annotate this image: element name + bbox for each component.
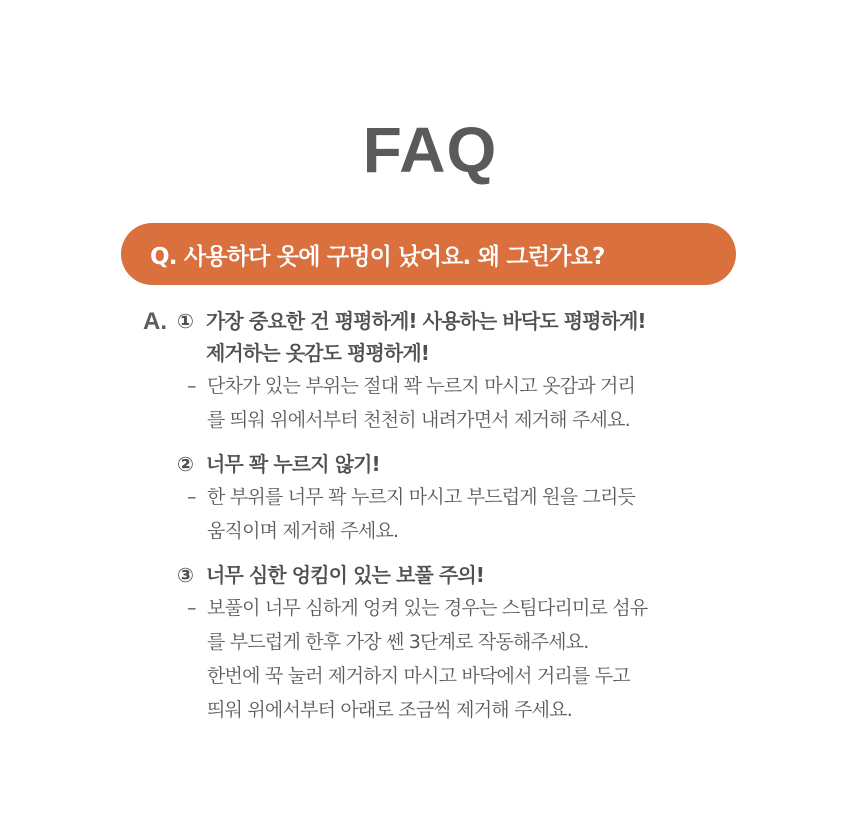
description-line: 띄워 위에서부터 아래로 조금씩 제거해 주세요. [207,699,572,721]
description-line: 단차가 있는 부위는 절대 꽉 누르지 마시고 옷감과 거리 [207,375,636,397]
bullet-dash: – [187,486,197,508]
description-line: 움직이며 제거해 주세요. [207,520,399,542]
item-heading [177,559,737,591]
answer-label: A. [143,308,167,335]
description-line: 를 띄워 위에서부터 천천히 내려가면서 제거해 주세요. [207,409,630,431]
item-heading-line: 너무 심한 엉킴이 있는 보풀 주의! [206,563,484,587]
item-number: ③ [177,563,194,587]
description-line: 한번에 꾹 눌러 제거하지 마시고 바닥에서 거리를 두고 [207,665,630,687]
question-text: Q. 사용하다 옷에 구멍이 났어요. 왜 그런가요? [150,243,605,270]
answer-item-1 [177,305,737,437]
description-line: 를 부드럽게 한후 가장 쎈 3단계로 작동해주세요. [207,631,589,653]
item-heading [177,305,737,337]
question-banner [121,223,736,285]
item-heading-line: 너무 꽉 누르지 않기! [206,452,380,476]
description-line: 보풀이 너무 심하게 엉켜 있는 경우는 스팀다리미로 섬유 [207,597,648,619]
item-number: ① [177,309,194,333]
item-description [177,369,737,437]
bullet-dash: – [187,597,197,619]
answer-item-3 [177,559,737,727]
page-title: FAQ [362,114,498,186]
description-line: 한 부위를 너무 꽉 누르지 마시고 부드럽게 원을 그리듯 [207,486,636,508]
answer-item-2 [177,448,737,548]
bullet-dash: – [187,375,197,397]
item-heading-line: 가장 중요한 건 평평하게! 사용하는 바닥도 평평하게! [206,309,646,333]
item-heading [177,448,737,480]
item-description [177,480,737,548]
item-number: ② [177,452,194,476]
item-description [177,591,737,727]
item-heading-line: 제거하는 옷감도 평평하게! [206,341,429,365]
